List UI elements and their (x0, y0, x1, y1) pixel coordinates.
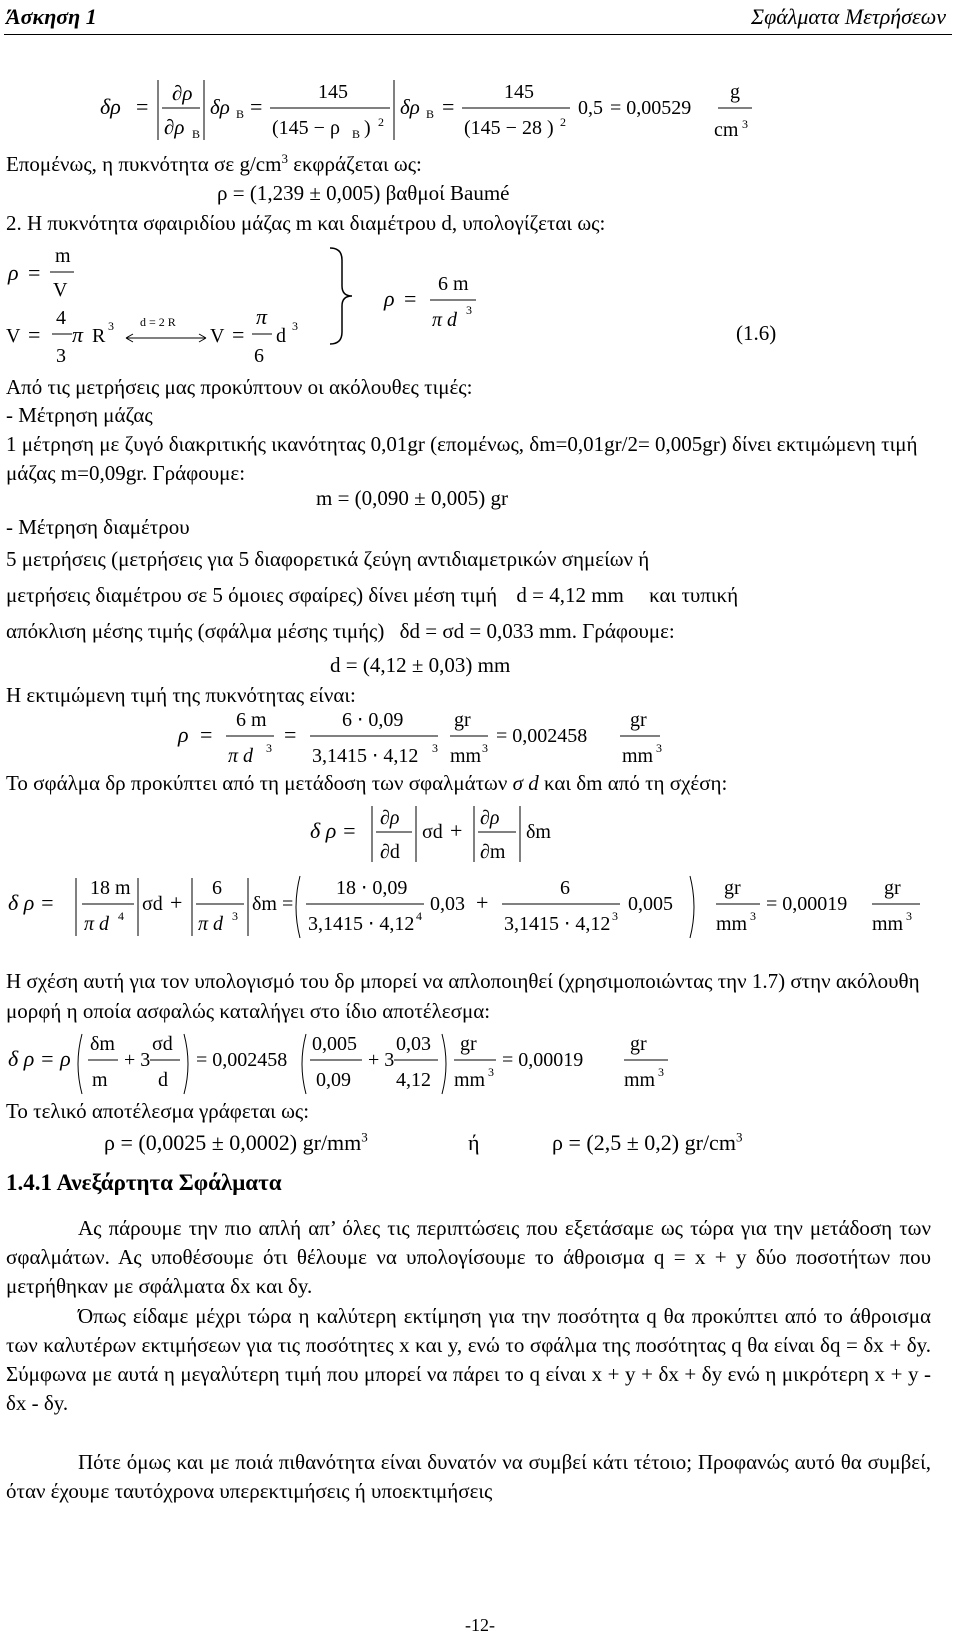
plus: + (170, 890, 183, 915)
rho: ρ (384, 286, 395, 311)
header-left: Άσκηση 1 (6, 4, 97, 29)
final-result-cm (552, 1128, 742, 1157)
equation-error-partials (300, 800, 560, 870)
paragraph-2: Όπως είδαμε μέχρι τώρα η καλύτερη εκτίμηση για την ποσότητα q θα προκύπτει από το άθροισμα των καλυτέρων εκτιμήσεων για τις ποσότητες x και y, ενώ το σφάλμα της ποσότητας q θα είναι δq = δx + δy. Σύμφωνα με αυτά η μεγαλύτερη τιμή που μπορεί να πάρει το q είναι x + y + δx + δy ενώ η μικρότερη x + y - δx - δy. (6, 1304, 931, 1415)
unit-gr: gr (460, 1033, 477, 1055)
unit-gr: gr (454, 709, 471, 731)
text: Επομένως, η πυκνότητα σε g/cm (6, 152, 282, 176)
R: R (92, 325, 106, 347)
pi-d: π d (84, 913, 110, 935)
unit-gr: gr (724, 877, 741, 899)
partial-m: ∂m (480, 841, 506, 863)
equation-number: (1.6) (736, 321, 777, 345)
three: 3 (56, 345, 66, 367)
exp-3: 3 (432, 741, 438, 755)
pi-d: π d (198, 913, 224, 935)
eq-sign: = (232, 322, 245, 347)
numerator: 6 ⋅ 0,09 (342, 709, 404, 731)
V: V (6, 325, 21, 347)
paragraph-results: Από τις μετρήσεις μας προκύπτουν οι ακόλουθες τιμές: (6, 375, 473, 399)
paragraph-error (6, 770, 931, 798)
rho-result: ρ = (1,239 ± 0,005) βαθμοί Baumé (217, 181, 510, 205)
exp-3: 3 (232, 909, 238, 923)
delta-m: δm = (252, 893, 294, 915)
denominator: 3,1415 ⋅ 4,12 (504, 913, 611, 935)
delta-rho-b: δρ (210, 95, 230, 119)
denominator-145-rho: (145 − ρ (272, 117, 340, 139)
text: Το σφάλμα δρ προκύπτει από τη μετάδοση των σφαλμάτων (6, 771, 508, 795)
unit-cm: cm (714, 119, 739, 141)
d: d (158, 1069, 168, 1091)
final-result-mm (104, 1128, 368, 1157)
plus: + (476, 890, 489, 915)
exp-3: 3 (266, 741, 272, 755)
unit-mm: mm (622, 745, 654, 767)
header-rule (4, 34, 952, 35)
numerator-6: 6 (560, 877, 570, 899)
sigma-d: σ d (512, 771, 539, 795)
equation-rho-value (170, 706, 690, 776)
V: V (53, 279, 68, 301)
eq-sign: = (250, 94, 263, 119)
exp-3: 3 (656, 741, 662, 755)
eq-lhs: δρ (100, 94, 121, 119)
denominator: 3,1415 ⋅ 4,12 (312, 745, 419, 767)
lhs: δ ρ = (8, 890, 55, 915)
value-412: 4,12 (396, 1069, 431, 1091)
text: απόκλιση μέσης τιμής (σφάλμα μέσης τιμής) (6, 619, 385, 643)
value-003: 0,03 (396, 1033, 431, 1055)
paren: ) (364, 117, 371, 139)
value-009: 0,09 (316, 1069, 351, 1091)
eq-sign: = (136, 94, 149, 119)
value-003: 0,03 (430, 893, 465, 915)
unit-mm: mm (872, 913, 904, 935)
delta-b-value: 0,5 (578, 97, 603, 119)
partial-rho: ∂ρ (480, 807, 500, 829)
paragraph-diameter-1: 5 μετρήσεις (μετρήσεις για 5 διαφορετικά ζεύγη αντιδιαμετρικών σημείων ή (6, 547, 650, 571)
exp-3: 3 (488, 1065, 494, 1079)
rho: ρ (8, 260, 19, 285)
unit-mm: mm (624, 1069, 656, 1091)
value-0005: 0,005 (628, 893, 673, 915)
section-heading: 1.4.1 Ανεξάρτητα Σφάλματα (6, 1170, 282, 1195)
exp-4: 4 (118, 909, 124, 923)
page-number: -12- (465, 1615, 495, 1635)
text: ρ = (0,0025 ± 0,0002) gr/mm (104, 1130, 362, 1155)
header-right: Σφάλματα Μετρήσεων (751, 4, 946, 29)
result-value: = 0,00529 (610, 97, 692, 119)
text: μετρήσεις διαμέτρου σε 5 όμοιες σφαίρες) δίνει μέση τιμή (6, 583, 498, 607)
eq-sign: = (284, 722, 297, 747)
denominator: 3,1415 ⋅ 4,12 (308, 913, 415, 935)
V: V (210, 325, 225, 347)
m: m (55, 245, 71, 267)
lhs: δ ρ = (310, 818, 357, 843)
exp-2: 2 (378, 115, 384, 129)
exp-3: 3 (612, 909, 618, 923)
paragraph-mass: 1 μέτρηση με ζυγό διακριτικής ικανότητας 0,01gr (επομένως, δm=0,01gr/2= 0,005gr) δίνει εκτιμώμενη τιμή μάζας m=0,09gr. Γράφουμε: (6, 432, 918, 485)
numerator-145: 145 (504, 81, 534, 103)
text: και δm από τη σχέση: (543, 771, 728, 795)
exp-3: 3 (750, 909, 756, 923)
unit-mm: mm (716, 913, 748, 935)
sub-b: B (236, 107, 245, 121)
partial-rho: ∂ρ (172, 81, 193, 105)
numerator-145: 145 (318, 81, 348, 103)
rho: ρ (178, 722, 189, 747)
mass-result: m = (0,090 ± 0,005) gr (316, 486, 508, 510)
paragraph-density: Η εκτιμώμενη τιμή της πυκνότητας είναι: (6, 683, 356, 707)
unit-gr: gr (884, 877, 901, 899)
sup-3: 3 (361, 1129, 368, 1145)
value-0005: 0,005 (312, 1033, 357, 1055)
eq-sign: = (200, 722, 213, 747)
exp-3: 3 (658, 1065, 664, 1079)
delta-m: δm (526, 821, 551, 843)
paragraph-diameter-heading: - Μέτρηση διαμέτρου (6, 515, 190, 539)
unit-mm: mm (450, 745, 482, 767)
equation-sphere-density (0, 240, 820, 375)
paragraph-simplify: Η σχέση αυτή για τον υπολογισμό του δρ μπορεί να απλοποιηθεί (χρησιμοποιώντας την 1.7) στην ακόλουθη μορφή η οποία ασφαλώς καταλήγει στο ίδιο αποτέλεσμα: (6, 969, 920, 1023)
six-m: 6 m (438, 273, 469, 295)
paragraph-1: Ας πάρουμε την πιο απλή απ’ όλες τις περιπτώσεις που εξετάσαμε ως τώρα για την μετάδοση των σφαλμάτων. Ας υποθέσουμε ότι θέλουμε να υπολογίσουμε το άθροισμα q = x + y δύο ποσοτήτων που μετρήθηκαν με σφάλματα δx και δy. (6, 1216, 931, 1298)
sub-b: B (352, 127, 361, 141)
partial-rho: ∂ρ (380, 807, 400, 829)
eq-sign: = (28, 260, 41, 285)
text: . Γράφουμε: (571, 619, 675, 643)
exp-3: 3 (108, 319, 114, 333)
partial-rho-b: ∂ρ (164, 115, 185, 139)
unit-gr: gr (630, 709, 647, 731)
sigma-d: σd (142, 893, 163, 915)
exp-3: 3 (482, 741, 488, 755)
result: = 0,002458 (496, 725, 588, 747)
pi: π (72, 322, 84, 347)
numerator-18m: 18 m (90, 877, 131, 899)
text: εκφράζεται ως: (287, 152, 422, 176)
text: και τυπική (649, 583, 739, 607)
mean-d: d = 4,12 mm (516, 583, 624, 607)
m: m (92, 1069, 108, 1091)
sup-3: 3 (281, 151, 288, 166)
exp-3: 3 (466, 303, 472, 317)
numerator-6: 6 (212, 877, 222, 899)
exp-3: 3 (742, 117, 748, 131)
equation-error-simplified (0, 1030, 700, 1100)
exp-3: 3 (906, 909, 912, 923)
result: = 0,00019 (766, 893, 848, 915)
paragraph-mass-heading: - Μέτρηση μάζας (6, 403, 153, 427)
d-result: d = (4,12 ± 0,03) mm (330, 653, 511, 677)
text: ρ = (2,5 ± 0,2) gr/cm (552, 1130, 736, 1155)
delta-rho-b: δρ (400, 95, 420, 119)
sigma-d: δd = σd = 0,033 mm (399, 619, 572, 643)
rho-value: = 0,002458 (196, 1049, 288, 1071)
eq-sign: = (28, 322, 41, 347)
plus-3: + 3 (368, 1049, 395, 1071)
paragraph-diameter-3 (6, 618, 931, 646)
denominator-117: (145 − 28 ) (464, 117, 554, 139)
sup-3: 3 (735, 1129, 743, 1145)
sub-b: B (426, 107, 435, 121)
lhs: δ ρ = ρ (8, 1046, 71, 1071)
arrow-label: d = 2 R (140, 315, 176, 329)
paragraph-3: Πότε όμως και με ποιά πιθανότητα είναι δυνατόν να συμβεί κάτι τέτοιο; Προφανώς αυτό θα συμβεί, όταν έχουμε ταυτόχρονα υπερεκτιμήσεις ή υποεκτιμήσεις (6, 1450, 931, 1503)
equation-error-numeric (0, 870, 958, 948)
partial-d: ∂d (380, 841, 400, 863)
sub-b: B (192, 127, 201, 141)
sigma-d: σd (422, 821, 443, 843)
paragraph-final-heading: Το τελικό αποτέλεσμα γράφεται ως: (6, 1099, 310, 1123)
pi: π (256, 304, 268, 329)
result: = 0,00019 (502, 1049, 584, 1071)
pi-d: π d (432, 309, 458, 331)
plus-3: + 3 (124, 1049, 151, 1071)
d: d (276, 325, 286, 347)
exp-2: 2 (560, 115, 566, 129)
eq-sign: = (404, 286, 417, 311)
unit-g: g (730, 81, 740, 103)
paragraph-sphere: 2. Η πυκνότητα σφαιριδίου μάζας m και διαμέτρου d, υπολογίζεται ως: (6, 211, 606, 235)
six: 6 (254, 345, 264, 367)
plus: + (450, 818, 463, 843)
final-or: ή (468, 1130, 480, 1155)
paragraph-diameter-2 (6, 582, 931, 610)
exp-3: 3 (292, 319, 298, 333)
four: 4 (56, 307, 66, 329)
exp-4: 4 (416, 909, 422, 923)
paragraph-gcm (6, 150, 931, 179)
unit-mm: mm (454, 1069, 486, 1091)
eq-sign: = (442, 94, 455, 119)
numerator: 18 ⋅ 0,09 (336, 877, 408, 899)
equation-drho-baume (90, 72, 790, 152)
unit-gr: gr (630, 1033, 647, 1055)
six-m: 6 m (236, 709, 267, 731)
pi-d: π d (228, 745, 254, 767)
sigma-d: σd (152, 1033, 173, 1055)
delta-m: δm (90, 1033, 115, 1055)
